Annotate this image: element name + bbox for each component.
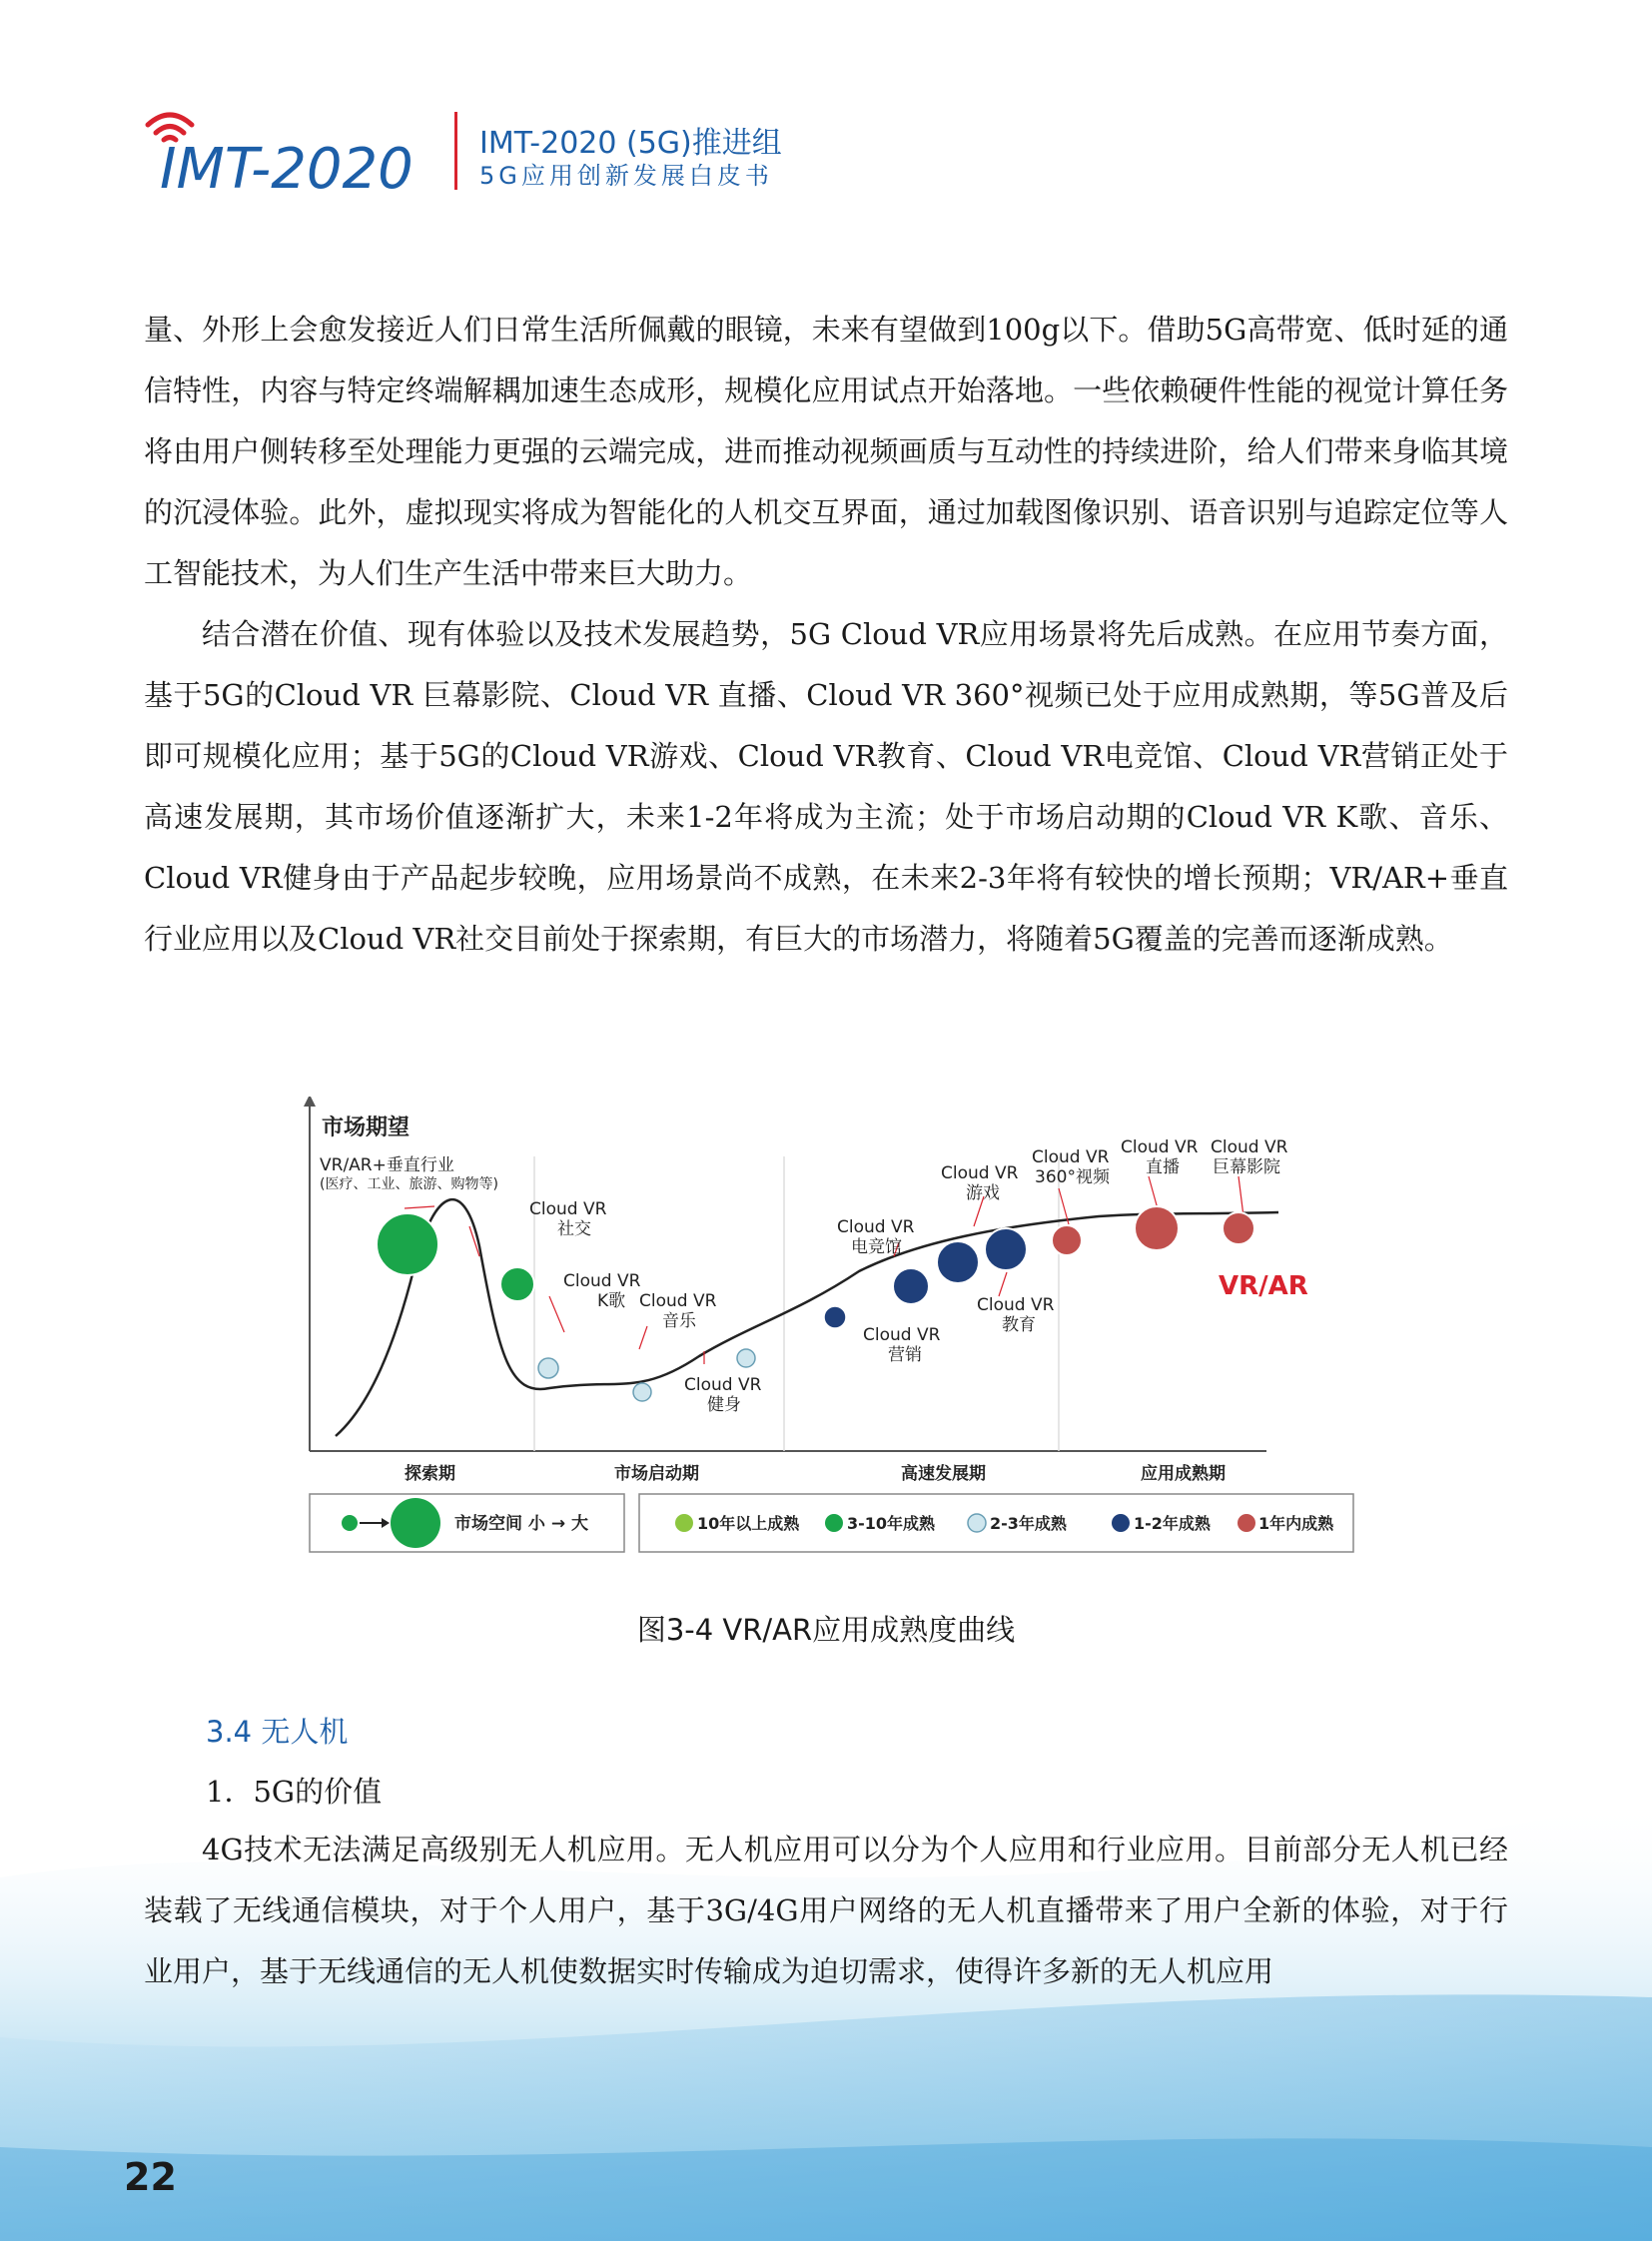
- point-label: K歌: [597, 1291, 626, 1311]
- figure-caption: 图3-4 VR/AR应用成熟度曲线: [636, 1613, 1016, 1647]
- point-karaoke: [538, 1358, 558, 1378]
- legend-size-label: 市场空间 小 → 大: [454, 1514, 588, 1534]
- legend-swatch: [968, 1514, 986, 1532]
- y-axis-label: 市场期望: [322, 1116, 411, 1140]
- legend-small-circle: [342, 1515, 358, 1531]
- point-label: Cloud VR: [639, 1291, 717, 1311]
- legend-label: 10年以上成熟: [697, 1514, 800, 1533]
- paragraph: 量、外形上会愈发接近人们日常生活所佩戴的眼镜，未来有望做到100g以下。借助5G高带宽、低时延的通信特性，内容与特定终端解耦加速生态成形，规模化应用试点开始落地。一些依赖硬件性能的视觉计算任务将由用户侧转移至处理能力更强的云端完成，进而推动视频画质与互动性的持续进阶，给人们带来身临其境的沉浸体验。此外，虚拟现实将成为智能化的人机交互界面，通过加载图像识别、语音识别与追踪定位等人工智能技术，为人们生产生活中带来巨大助力。: [144, 313, 1508, 590]
- point-label: Cloud VR: [1032, 1147, 1110, 1167]
- legend-label: 1-2年成熟: [1134, 1514, 1211, 1533]
- section-body: [144, 1820, 1508, 2002]
- point-label: 健身: [707, 1395, 741, 1415]
- point-label: 巨幕影院: [1213, 1157, 1280, 1177]
- header-title: IMT-2020 (5G)推进组: [479, 126, 782, 161]
- legend-swatch: [1238, 1514, 1255, 1532]
- point-label: 教育: [1002, 1315, 1036, 1335]
- point-label: 社交: [557, 1219, 591, 1239]
- phase-label: 市场启动期: [614, 1464, 699, 1484]
- section-heading: 3.4 无人机: [206, 1715, 349, 1749]
- point-label: Cloud VR: [863, 1325, 941, 1345]
- point-label: Cloud VR: [684, 1375, 762, 1395]
- y-axis-arrow: [304, 1097, 316, 1107]
- header-divider: [454, 112, 457, 190]
- legend-label: 1年内成熟: [1258, 1514, 1334, 1533]
- point-label: 直播: [1146, 1157, 1180, 1177]
- point-marketing: [824, 1306, 846, 1328]
- header-subtitle: 5G应用创新发展白皮书: [479, 162, 773, 190]
- point-360-video: [1052, 1225, 1082, 1255]
- phase-label: 高速发展期: [901, 1464, 986, 1484]
- point-label: Cloud VR: [563, 1271, 641, 1291]
- point-live: [1135, 1206, 1179, 1250]
- legend-swatch: [1112, 1514, 1130, 1532]
- maturity-curve-chart: [300, 1097, 1358, 1556]
- legend-swatch: [675, 1514, 693, 1532]
- point-label: 游戏: [966, 1183, 1000, 1203]
- paragraph: 结合潜在价值、现有体验以及技术发展趋势，5G Cloud VR应用场景将先后成熟。在应用节奏方面，基于5G的Cloud VR 巨幕影院、Cloud VR 直播、Cloud VR 360°视频已处于应用成熟期，等5G普及后即可规模化应用；基于5G的Cloud VR游戏、Cloud VR教育、Cloud VR电竞馆、Cloud VR营销正处于高速发展期，其市场价值逐渐扩大，未来1-2年将成为主流；处于市场启动期的Cloud VR K歌、音乐、Cloud VR健身由于产品起步较晚，应用场景尚不成熟，在未来2-3年将有较快的增长预期；VR/AR+垂直行业应用以及Cloud VR社交目前处于探索期，有巨大的市场潜力，将随着5G覆盖的完善而逐渐成熟。: [144, 617, 1508, 956]
- point-label: Cloud VR: [837, 1217, 915, 1237]
- point-label: 音乐: [662, 1311, 696, 1331]
- point-label: 电竞馆: [851, 1237, 902, 1257]
- phase-label: 探索期: [405, 1464, 455, 1484]
- svg-text:IMT-2020: IMT-2020: [160, 137, 413, 200]
- sub-heading: 1．5G的价值: [206, 1775, 383, 1809]
- paragraph: 4G技术无法满足高级别无人机应用。无人机应用可以分为个人应用和行业应用。目前部分无人机已经装载了无线通信模块，对于个人用户，基于3G/4G用户网络的无人机直播带来了用户全新的体验，对于行业用户，基于无线通信的无人机使数据实时传输成为迫切需求，使得许多新的无人机应用: [144, 1833, 1508, 1988]
- legend-swatch: [825, 1514, 843, 1532]
- point-music: [633, 1383, 651, 1401]
- legend-label: 3-10年成熟: [847, 1514, 936, 1533]
- point-label: Cloud VR: [1121, 1137, 1199, 1157]
- point-label: (医疗、工业、旅游、购物等): [320, 1176, 498, 1192]
- point-label: Cloud VR: [1211, 1137, 1288, 1157]
- imt2020-logo: [140, 100, 439, 200]
- point-label: 360°视频: [1035, 1167, 1110, 1187]
- page-header: [0, 0, 1652, 220]
- point-vr-ar-vertical: [377, 1213, 438, 1275]
- legend-label: 2-3年成熟: [990, 1514, 1067, 1533]
- point-label: Cloud VR: [977, 1295, 1055, 1315]
- point-label: VR/AR+垂直行业: [320, 1155, 454, 1175]
- point-label: Cloud VR: [529, 1199, 607, 1219]
- point-education: [937, 1241, 979, 1283]
- page-number: 22: [124, 2155, 177, 2199]
- legend-large-circle: [391, 1498, 440, 1548]
- point-giant-screen: [1223, 1212, 1254, 1244]
- point-social: [500, 1267, 534, 1301]
- maturity-curve-figure: [300, 1097, 1358, 1556]
- point-label: Cloud VR: [941, 1163, 1019, 1183]
- body-text: [144, 300, 1508, 970]
- series-label-vr-ar: VR/AR: [1219, 1271, 1308, 1301]
- point-fitness: [737, 1349, 755, 1367]
- point-label: 营销: [888, 1345, 922, 1365]
- point-esports: [893, 1268, 929, 1304]
- point-game: [985, 1228, 1027, 1270]
- phase-label: 应用成熟期: [1141, 1464, 1226, 1484]
